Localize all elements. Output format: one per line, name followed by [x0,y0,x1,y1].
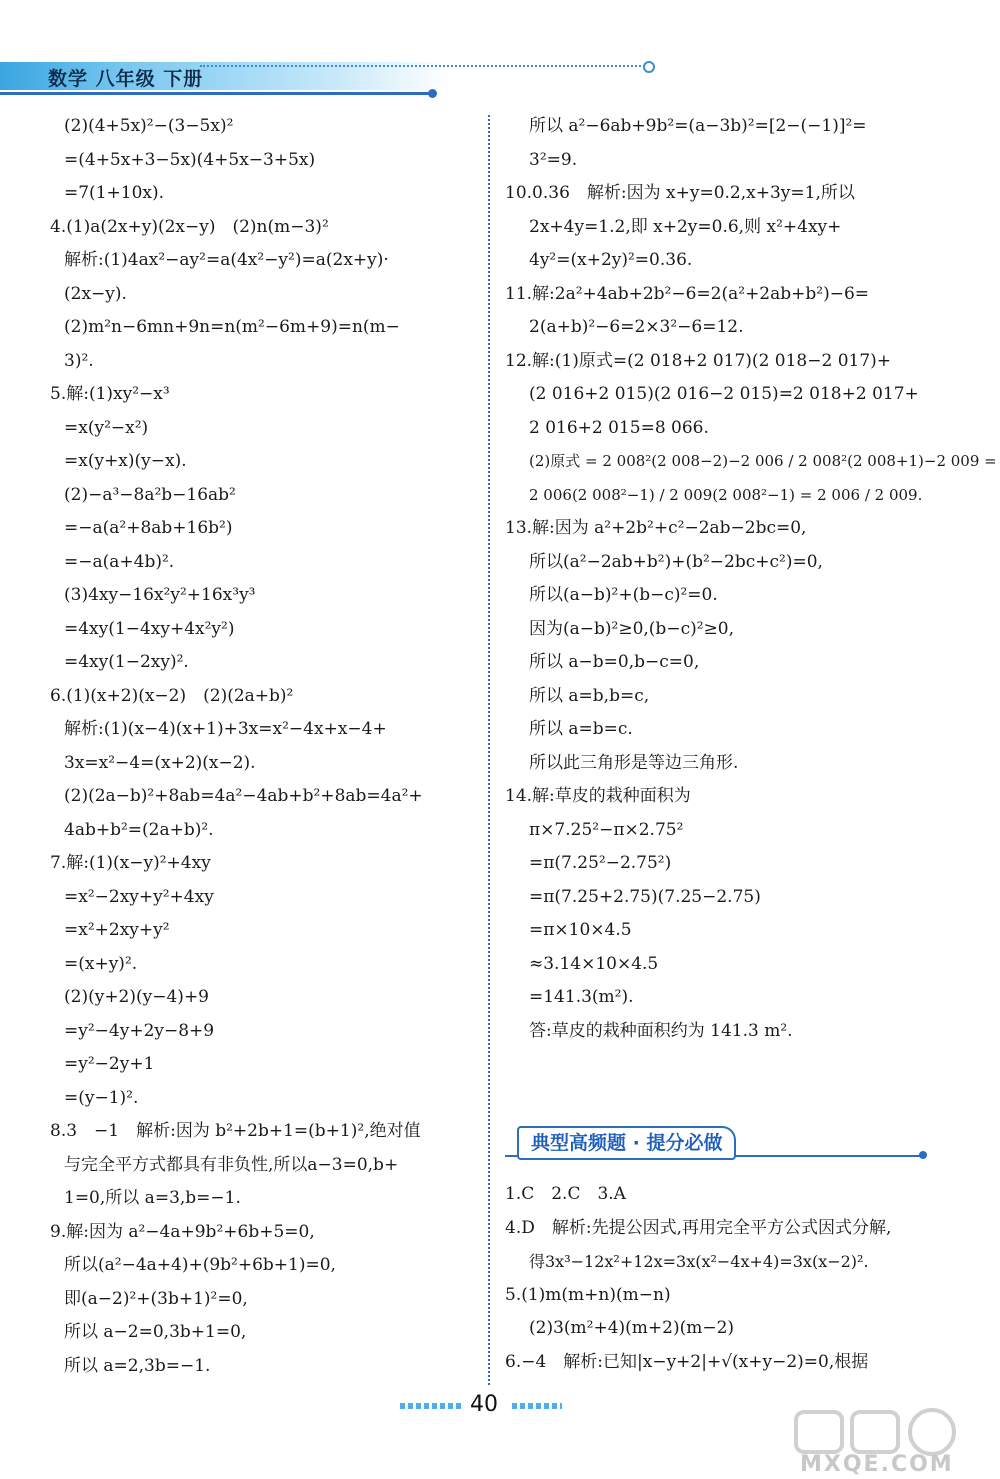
header-rule-end-dot [643,61,655,73]
header-title: 数学 八年级 下册 [48,68,204,90]
answer-line: 11.解:2a²+4ab+2b²−6=2(a²+2ab+b²)−6= [505,283,870,304]
answer-line: 所以(a−b)²+(b−c)²=0. [529,585,718,605]
answer-line: 所以 a²−6ab+9b²=(a−3b)²=[2−(−1)]²= [529,116,867,136]
answer-line: 3)². [64,350,94,371]
answer-line: 8.3 −1 解析:因为 b²+2b+1=(b+1)²,绝对值 [50,1121,421,1141]
section-underline-dot [919,1151,927,1159]
section-heading [505,1126,925,1160]
left-column [50,110,480,1383]
answer-line: =(x+y)². [64,953,138,974]
answer-line: 4.D 解析:先提公因式,再用完全平方公式因式分解, [505,1217,892,1238]
answer-line: =(4+5x+3−5x)(4+5x−3+5x) [64,149,316,170]
answer-line: 1=0,所以 a=3,b=−1. [64,1188,241,1208]
answer-line: 4.(1)a(2x+y)(2x−y) (2)n(m−3)² [50,216,329,237]
answer-line: =4xy(1−4xy+4x²y²) [64,618,235,639]
answer-line: 4ab+b²=(2a+b)². [64,819,214,840]
answer-line: =141.3(m²). [529,987,634,1007]
answer-line: 7.解:(1)(x−y)²+4xy [50,853,211,873]
page-number-decoration-right [512,1403,562,1409]
answer-line: 与完全平方式都具有非负性,所以a−3=0,b+ [64,1154,399,1175]
answer-line: =−a(a²+8ab+16b²) [64,518,233,538]
answer-line: 2x+4y=1.2,即 x+2y=0.6,则 x²+4xy+ [529,216,842,237]
answer-line: 所以 a=b=c. [529,719,633,739]
answer-line: 3x=x²−4=(x+2)(x−2). [64,752,256,773]
watermark-text: MXQE.COM [800,1452,954,1477]
answer-line: (3)4xy−16x²y²+16x³y³ [64,585,256,605]
right-column-after-section [505,1178,945,1379]
answer-line: 所以 a−2=0,3b+1=0, [64,1322,247,1342]
answer-line: =π×10×4.5 [529,920,632,940]
answer-line: =−a(a+4b)². [64,551,175,572]
answer-line: 2(a+b)²−6=2×3²−6=12. [529,317,744,337]
answer-line: 14.解:草皮的栽种面积为 [505,786,691,806]
answer-line: 所以此三角形是等边三角形. [529,752,739,773]
section-title: 典型高频题 · 提分必做 [517,1126,736,1160]
answer-line: 10.0.36 解析:因为 x+y=0.2,x+3y=1,所以 [505,183,855,203]
answer-line: =(y−1)². [64,1087,139,1108]
header-dotted-rule [200,65,645,68]
answer-line: =π(7.25+2.75)(7.25−2.75) [529,886,761,907]
answer-line: 3²=9. [529,149,578,170]
answer-line: =x²−2xy+y²+4xy [64,886,214,907]
answer-line: (2)m²n−6mn+9n=n(m²−6m+9)=n(m− [64,317,400,337]
answer-line: (2)3(m²+4)(m+2)(m−2) [529,1318,735,1338]
page-number-decoration-left [400,1403,462,1409]
answer-line: 即(a−2)²+(3b+1)²=0, [64,1288,248,1309]
answer-line: 所以(a²−4a+4)+(9b²+6b+1)=0, [64,1255,336,1275]
answer-line: 6.(1)(x+2)(x−2) (2)(2a+b)² [50,685,294,706]
answer-line: 所以(a²−2ab+b²)+(b²−2bc+c²)=0, [529,551,823,572]
answer-line: 答:草皮的栽种面积约为 141.3 m². [529,1020,793,1041]
answer-line: 解析:(1)(x−4)(x+1)+3x=x²−4x+x−4+ [64,719,387,739]
answer-line: 所以 a=b,b=c, [529,685,650,706]
answer-line: =y²−4y+2y−8+9 [64,1020,215,1041]
answer-line: =π(7.25²−2.75²) [529,853,672,873]
answer-line: =x(y²−x²) [64,417,149,438]
answer-line: =x(y+x)(y−x). [64,451,187,471]
answer-line: =y²−2y+1 [64,1054,155,1074]
answer-line: 12.解:(1)原式=(2 018+2 017)(2 018−2 017)+ [505,350,892,371]
header-underline [0,92,432,95]
answer-line: 因为(a−b)²≥0,(b−c)²≥0, [529,618,734,639]
answer-line: 5.解:(1)xy²−x³ [50,384,170,404]
answer-line: =7(1+10x). [64,183,165,203]
answer-line: ≈3.14×10×4.5 [529,953,659,974]
answer-line: 2 006(2 008²−1) / 2 009(2 008²−1) = 2 006 / 2 009. [529,485,923,504]
answer-line: π×7.25²−π×2.75² [529,819,684,840]
answer-line: 6.−4 解析:已知|x−y+2|+√(x+y−2)=0,根据 [505,1351,869,1372]
answer-line: 4y²=(x+2y)²=0.36. [529,250,693,270]
answer-line: =x²+2xy+y² [64,920,170,940]
answer-line: 1.C 2.C 3.A [505,1184,626,1204]
answer-line: 解析:(1)4ax²−ay²=a(4x²−y²)=a(2x+y)· [64,250,389,270]
answer-line: (2 016+2 015)(2 016−2 015)=2 018+2 017+ [529,384,919,404]
answer-line: 9.解:因为 a²−4a+9b²+6b+5=0, [50,1221,315,1242]
column-divider [488,115,490,1385]
answer-line: 得3x³−12x²+12x=3x(x²−4x+4)=3x(x−2)². [529,1252,869,1271]
answer-line: =4xy(1−2xy)². [64,652,189,672]
answer-line: (2)(y+2)(y−4)+9 [64,987,209,1007]
answer-line: 2 016+2 015=8 066. [529,417,709,438]
answer-line: (2)(4+5x)²−(3−5x)² [64,116,234,136]
answer-line: 5.(1)m(m+n)(m−n) [505,1284,671,1305]
answer-line: (2)原式 = 2 008²(2 008−2)−2 006 / 2 008²(2 008+1)−2 009 = [529,452,997,470]
answer-line: 13.解:因为 a²+2b²+c²−2ab−2bc=0, [505,518,807,538]
answer-line: (2)(2a−b)²+8ab=4a²−4ab+b²+8ab=4a²+ [64,786,423,806]
answer-line: (2)−a³−8a²b−16ab² [64,484,236,505]
page-number: 40 [470,1392,498,1417]
right-column [505,110,997,1048]
answer-line: (2x−y). [64,283,127,304]
answer-line: 所以 a=2,3b=−1. [64,1355,211,1376]
answer-line: 所以 a−b=0,b−c=0, [529,652,700,672]
header-underline-dot [428,89,437,98]
